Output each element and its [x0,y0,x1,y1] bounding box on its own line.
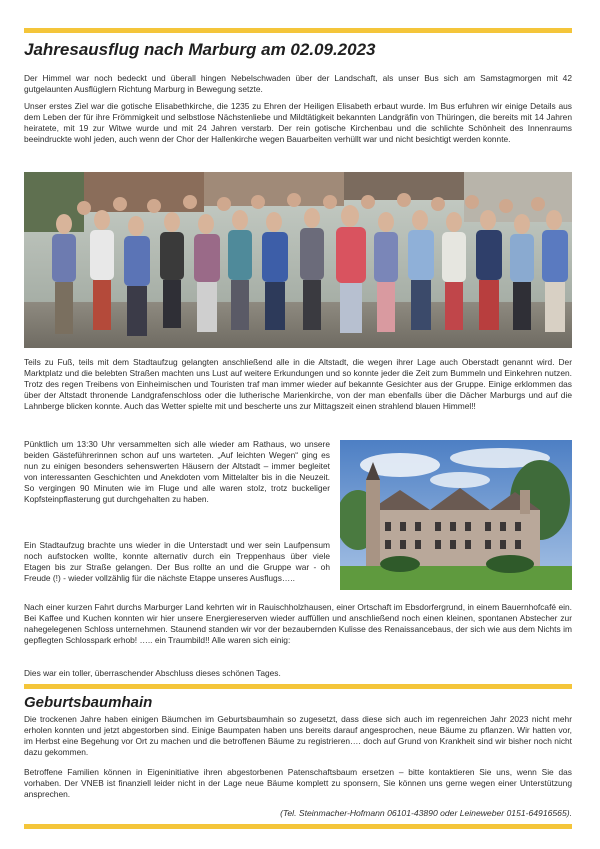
middle-rule [24,684,572,689]
article-paragraph-2: Unser erstes Ziel war die gotische Elisabethkirche, die 1235 zu Ehren der Heiligen Elisabeth erbaut wurde. Im Bus erfuhren wir einige Details aus dem Leben der für ihre Frömmigkeit und selbstlose Nächstenliebe und Mildtätigkeit bekannten Landgräfin von Thüringen, die bereits mit 14 Jahren heiratete, mit 19 zur Witwe wurde und mit 24 Jahren verstarb. Der rein gotische Kirchenbau und die schlichte Schönheit des Innenraums beeindruckte wohl jeden, auch wenn der Chor der Hallenkirche wegen Bauarbeiten verhüllt war und nicht besichtigt werden konnte. [24,101,572,144]
article-closing: Dies war ein toller, überraschender Abschluss dieses schönen Tages. [24,668,281,678]
group-photo [24,172,572,348]
section-paragraph-2: Betroffene Familien können in Eigeninitiative ihren abgestorbenen Patenschaftsbaum ersetzen – bitte kontaktieren Sie uns, wenn Sie das vorhaben. Der VNEB ist finanziell leider nicht in der Lage neue Bäume komplett zu sponsern, Sie können uns gerne wegen einer Unterstützung ansprechen. [24,767,572,799]
top-rule [24,28,572,33]
article-paragraph-4: Pünktlich um 13:30 Uhr versammelten sich alle wieder am Rathaus, wo unsere beiden Gästeführerinnen schon auf uns warteten. „Auf leichten Wegen“ ging es nun zu einigen besonders sehenswerten Häusern der Altstadt – immer begleitet von interessanten Geschichten und Anekdoten vom Mittelalter bis in die Neuzeit. So vergingen 90 Minuten wie im Fluge und alle waren stolz, trotz buckeliger Kopfsteinpflasterung gut durchgehalten zu haben. [24,439,330,504]
bottom-rule [24,824,572,829]
article-paragraph-6: Nach einer kurzen Fahrt durchs Marburger Land kehrten wir in Rauischholzhausen, einer Ortschaft im Ebsdorfergrund, in einem Bauernhofcafé ein. Bei Kaffee und Kuchen konnten wir hier unsere Energiereserven wieder auffüllen und anschließend noch einen kleinen, spontanen Abstecher zur nahegelegenen Schloss unternehmen. Staunend standen wir vor der bezaubernden Kulisse des Renaissancebaus, der sich wie aus dem Nichts im gepflegten Schlosspark erhob! ….. ein Traumbild!! Alle waren sich einig: [24,602,572,645]
castle-photo [340,440,572,590]
section-title: Geburtsbaumhain [24,694,153,711]
article-title: Jahresausflug nach Marburg am 02.09.2023 [24,40,376,59]
section-paragraph-1: Die trockenen Jahre haben einigen Bäumchen im Geburtsbaumhain so zugesetzt, dass diese sich auch im regenreichen Jahr 2023 nicht mehr erholen konnten und jetzt abgestorben sind. Einige Baumpaten haben uns bereits darauf angesprochen, neue Bäume zu pflanzen. Wir hatten vor, im Herbst eine Begehung vor Ort zu machen und die betroffenen Bäume zu registrieren…. doch auf Grund von Krankheit sind wir bisher noch nicht dazu gekommen. [24,714,572,757]
article-paragraph-1: Der Himmel war noch bedeckt und überall hingen Nebelschwaden über der Landschaft, als unser Bus sich am Samstagmorgen mit 42 gutgelaunten Ausflüglern Richtung Marburg in Bewegung setzte. [24,73,572,94]
article-paragraph-5: Ein Stadtaufzug brachte uns wieder in die Unterstadt und wer sein Laufpensum noch aufstocken wollte, konnte alternativ durch ein Treppenhaus über viele Etagen bis zur Straße gelangen. Der Bus rollte an und die Gruppe war - oh Freude (!) - wieder vollzählig für die nächste Etappe unseres Ausflugs….. [24,540,330,583]
article-paragraph-3: Teils zu Fuß, teils mit dem Stadtaufzug gelangten anschließend alle in die Altstadt, die wegen ihrer Lage auch Oberstadt genannt wird. Der Marktplatz und die belebten Straßen machten uns Lust auf weitere Erkundungen und so konnte jeder die Zeit zum Bummeln und Einkehren nutzen. Trotz des regen Treibens von Einheimischen und Touristen traf man immer wieder auf bekannte Gesichter aus der Gruppe. Einige erklommen das über der Altstadt thronende Landgrafenschloss oder die lutherische Marienkirche, von der man ebenfalls über die Dächer Marburgs und auf die Lahnberge blicken konnte. Auch das Wetter spielte mit und bescherte uns zur Mittagszeit einen strahlend blauen Himmel!! [24,357,572,411]
contact-info: (Tel. Steinmacher-Hofmann 06101-43890 oder Leineweber 0151-64916565). [280,808,572,818]
